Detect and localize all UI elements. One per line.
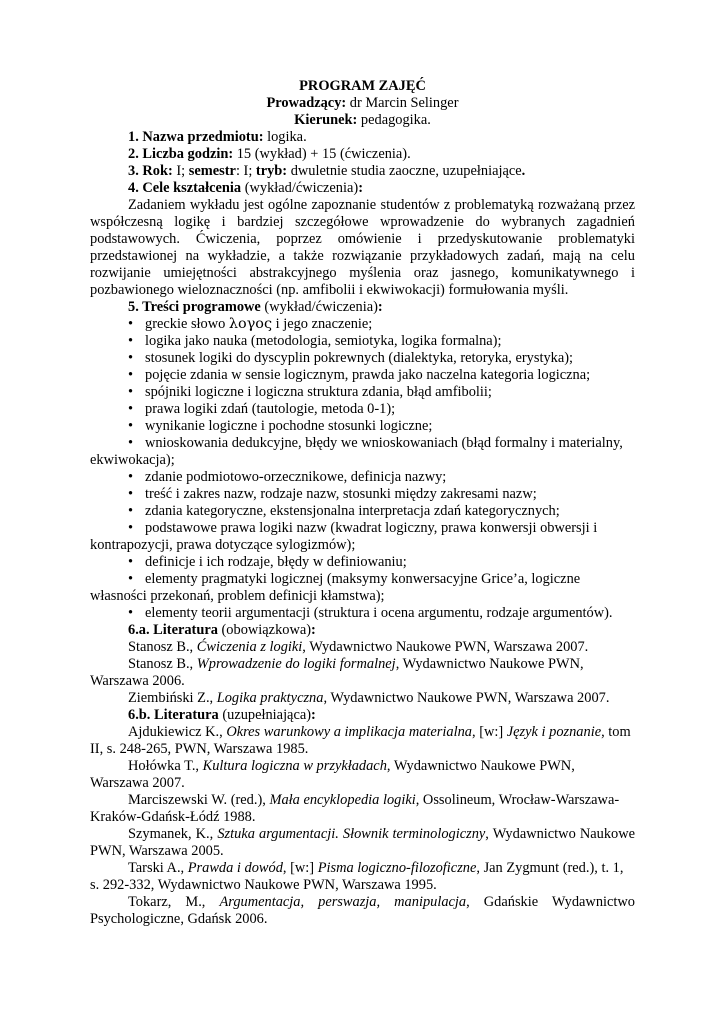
hours-label: 2. Liczba godzin: xyxy=(128,146,234,162)
reference-entry xyxy=(90,690,635,707)
section4-colon: : xyxy=(358,180,363,196)
list-item-suffix: i jego znaczenie; xyxy=(272,316,373,332)
ref-title: Sztuka argumentacji. Słownik terminologiczny xyxy=(217,826,486,842)
year-label: 3. Rok: xyxy=(128,163,173,179)
section6a-heading xyxy=(90,622,635,639)
section4-heading xyxy=(90,180,635,197)
year-line xyxy=(90,163,635,180)
lecturer-value: dr Marcin Selinger xyxy=(346,95,459,111)
section6a-colon: : xyxy=(311,622,316,638)
bullet-icon: • xyxy=(128,384,134,400)
lecturer-label: Prowadzący: xyxy=(266,95,347,111)
ref-title: Okres warunkowy a implikacja materialna xyxy=(226,724,472,740)
ref-title: Mała encyklopedia logiki xyxy=(269,792,416,808)
list-item xyxy=(90,486,635,503)
bullet-icon: • xyxy=(128,316,134,332)
page-title xyxy=(90,78,635,95)
list-item-text: podstawowe prawa logiki nazw (kwadrat logiczny, prawa konwersji obwersji i kontrapozycji, prawa dotyczące sylogizmów); xyxy=(90,520,598,553)
reference-entry xyxy=(90,894,635,928)
semester-label: semestr xyxy=(188,163,236,179)
bullet-icon: • xyxy=(128,486,134,502)
list-item-prefix: greckie słowo xyxy=(145,316,229,332)
bullet-icon: • xyxy=(128,367,134,383)
mode-label: tryb: xyxy=(255,163,288,179)
ref-author: Ajdukiewicz K., xyxy=(128,724,227,740)
year-value: I; xyxy=(172,163,189,179)
field-line xyxy=(90,112,635,129)
list-item-text: stosunek logiki do dyscyplin pokrewnych (dialektyka, retoryka, erystyka); xyxy=(145,350,574,366)
reference-entry xyxy=(90,758,635,792)
ref-author: Szymanek, K., xyxy=(128,826,218,842)
list-item xyxy=(90,503,635,520)
section5-label: 5. Treści programowe xyxy=(128,299,261,315)
list-item-text xyxy=(128,316,372,332)
ref-title: Kultura logiczna w przykładach xyxy=(202,758,387,774)
section6b-label: 6.b. Literatura xyxy=(128,707,219,723)
bullet-icon: • xyxy=(128,418,134,434)
reference-entry xyxy=(90,792,635,826)
hours-value: 15 (wykład) + 15 (ćwiczenia). xyxy=(233,146,411,162)
lecturer-line xyxy=(90,95,635,112)
ref-title: Ćwiczenia z logiki xyxy=(196,639,303,655)
list-item-text: zdanie podmiotowo-orzecznikowe, definicja nazwy; xyxy=(145,469,447,485)
bullet-icon: • xyxy=(128,469,134,485)
ref-title: Logika praktyczna xyxy=(216,690,324,706)
course-name-label: 1. Nazwa przedmiotu: xyxy=(128,129,264,145)
title-text: PROGRAM ZAJĘĆ xyxy=(299,78,426,94)
list-item-text: wnioskowania dedukcyjne, błędy we wnioskowaniach (błąd formalny i materialny, ekwiwokacja); xyxy=(90,435,623,468)
ref-details: , Wydawnictwo Naukowe PWN, Warszawa 2007. xyxy=(323,690,610,706)
list-item-text: elementy teorii argumentacji (struktura i ocena argumentu, rodzaje argumentów). xyxy=(145,605,613,621)
ref-author: Ziembiński Z., xyxy=(128,690,217,706)
course-name-line xyxy=(90,129,635,146)
reference-entry xyxy=(90,860,635,894)
list-item xyxy=(90,554,635,571)
semester-value: : I; xyxy=(235,163,256,179)
bullet-icon: • xyxy=(128,401,134,417)
list-item xyxy=(90,316,635,333)
ref-author: Stanosz B., xyxy=(128,656,197,672)
ref-details: , Wydawnictwo Naukowe PWN, Warszawa 2005. xyxy=(90,826,636,859)
field-label: Kierunek: xyxy=(294,112,358,128)
bullet-icon: • xyxy=(128,333,134,349)
bullet-icon: • xyxy=(128,554,134,570)
section6b-qualifier: (uzupełniająca) xyxy=(218,707,312,723)
ref-details: , tom II, s. 248-265, PWN, Warszawa 1985. xyxy=(90,724,631,757)
list-item-text: logika jako nauka (metodologia, semiotyka, logika formalna); xyxy=(145,333,502,349)
section5-colon: : xyxy=(377,299,383,315)
bullet-icon: • xyxy=(128,350,134,366)
section4-text: Zadaniem wykładu jest ogólne zapoznanie studentów z problematyką rozważaną przez współczesną logikę i bardziej szczegółowe wprowadzenie do wybranych zagadnień podstawowych. Ćwiczenia, poprzez omówienie i przedyskutowanie problematyki przedstawionej na wykładzie, a także rozwiązanie przykładowych zadań, mają na celu rozwijanie umiejętności abstrakcyjnego myślenia oraz jasnego, komunikatywnego i pozbawionego wieloznaczności (np. amfibolii i ekwiwokacji) formułowania myśli. xyxy=(90,197,635,298)
course-name-value: logika. xyxy=(263,129,307,145)
section6b-colon: : xyxy=(311,707,316,723)
hours-line xyxy=(90,146,635,163)
ref-container-title: Pisma logiczno-filozoficzne xyxy=(317,860,477,876)
ref-author: Tarski A., xyxy=(128,860,188,876)
ref-author: Marciszewski W. (red.), xyxy=(128,792,270,808)
list-item-text: treść i zakres nazw, rodzaje nazw, stosunki między zakresami nazw; xyxy=(145,486,537,502)
list-item xyxy=(90,418,635,435)
list-item-text: wynikanie logiczne i pochodne stosunki logiczne; xyxy=(145,418,433,434)
bullet-icon: • xyxy=(128,435,134,451)
list-item-text: spójniki logiczne i logiczna struktura zdania, błąd amfibolii; xyxy=(145,384,492,400)
list-item xyxy=(90,435,635,469)
content-list xyxy=(90,316,635,622)
list-item xyxy=(90,367,635,384)
ref-title: Argumentacja, perswazja, manipulacja xyxy=(219,894,467,910)
bullet-icon: • xyxy=(128,503,134,519)
list-item-text: definicje i ich rodzaje, błędy w definiowaniu; xyxy=(145,554,407,570)
ref-title: Prawda i dowód xyxy=(187,860,283,876)
ref-author: Stanosz B., xyxy=(128,639,197,655)
section5-qualifier: (wykład/ćwiczenia) xyxy=(260,299,378,315)
section6a-label: 6.a. Literatura xyxy=(128,622,218,638)
ref-in: , [w:] xyxy=(472,724,507,740)
document-page xyxy=(90,78,635,928)
list-item xyxy=(90,469,635,486)
greek-word: λογος xyxy=(228,316,273,332)
ref-details: , Wydawnictwo Naukowe PWN, Warszawa 2006. xyxy=(90,656,584,689)
ref-title: Wprowadzenie do logiki formalnej xyxy=(196,656,396,672)
ref-details: , Wydawnictwo Naukowe PWN, Warszawa 2007. xyxy=(302,639,589,655)
mode-end: . xyxy=(521,163,526,179)
section5-heading xyxy=(90,299,635,316)
field-value: pedagogika. xyxy=(357,112,431,128)
bullet-icon: • xyxy=(128,605,134,621)
section6b-heading xyxy=(90,707,635,724)
reference-entry xyxy=(90,826,635,860)
reference-entry xyxy=(90,639,635,656)
bullet-icon: • xyxy=(128,571,134,587)
list-item xyxy=(90,571,635,605)
section4-qualifier: (wykład/ćwiczenia) xyxy=(241,180,359,196)
list-item xyxy=(90,350,635,367)
list-item xyxy=(90,520,635,554)
ref-in: , [w:] xyxy=(282,860,318,876)
list-item xyxy=(90,333,635,350)
list-item xyxy=(90,605,635,622)
bullet-icon: • xyxy=(128,520,134,536)
list-item-text: elementy pragmatyki logicznej (maksymy konwersacyjne Grice’a, logiczne własności przekonań, problem definicji kłamstwa); xyxy=(90,571,581,604)
ref-details: , Wydawnictwo Naukowe PWN, Warszawa 2007. xyxy=(90,758,575,791)
ref-author: Tokarz, M., xyxy=(128,894,220,910)
list-item xyxy=(90,401,635,418)
list-item-text: pojęcie zdania w sensie logicznym, prawda jako naczelna kategoria logiczna; xyxy=(145,367,591,383)
reference-entry xyxy=(90,724,635,758)
ref-author: Hołówka T., xyxy=(128,758,203,774)
list-item-text: prawa logiki zdań (tautologie, metoda 0-1); xyxy=(145,401,396,417)
section6a-qualifier: (obowiązkowa) xyxy=(217,622,312,638)
ref-details: , Gdańskie Wydawnictwo Psychologiczne, Gdańsk 2006. xyxy=(90,894,635,927)
ref-container-title: Język i poznanie xyxy=(506,724,602,740)
section4-label: 4. Cele kształcenia xyxy=(128,180,242,196)
list-item-text: zdania kategoryczne, ekstensjonalna interpretacja zdań kategorycznych; xyxy=(145,503,560,519)
mode-value: dwuletnie studia zaoczne, uzupełniające xyxy=(287,163,522,179)
list-item xyxy=(90,384,635,401)
ref-details: , Jan Zygmunt (red.), t. 1, s. 292-332, Wydawnictwo Naukowe PWN, Warszawa 1995. xyxy=(90,860,624,893)
reference-entry xyxy=(90,656,635,690)
ref-details: , Ossolineum, Wrocław-Warszawa-Kraków-Gdańsk-Łódź 1988. xyxy=(90,792,620,825)
